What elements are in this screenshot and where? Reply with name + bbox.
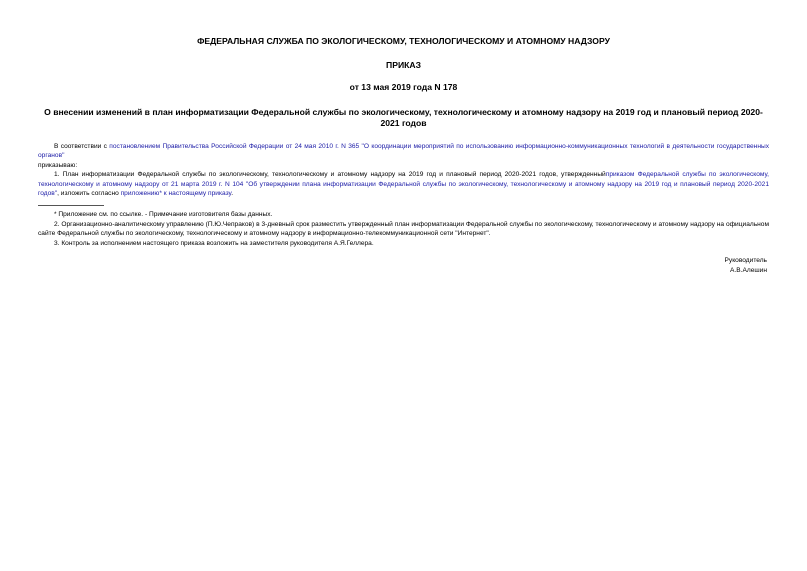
- item-1-end: .: [231, 190, 234, 198]
- item-3-paragraph: 3. Контроль за исполнением настоящего приказа возложить на заместителя руководителя А.Я.Геллера.: [54, 239, 374, 247]
- signature-block: [38, 256, 769, 276]
- order-word: приказываю:: [38, 161, 78, 169]
- order-104-link[interactable]: приказом Федеральной службы по экологическому, технологическому и атомному надзору от 21 марта 2019 г. N 104 "Об утверждении плана информатизации Федеральной службы по экологическому, технологическому и атомному надзору на 2019 год и плановый период 2020-2021 годов": [38, 171, 769, 198]
- preamble-paragraph: [38, 142, 769, 161]
- agency-name: ФЕДЕРАЛЬНАЯ СЛУЖБА ПО ЭКОЛОГИЧЕСКОМУ, ТЕХНОЛОГИЧЕСКОМУ И АТОМНОМУ НАДЗОРУ: [197, 36, 610, 46]
- document-type: ПРИКАЗ: [386, 60, 421, 70]
- document-body: [38, 142, 769, 248]
- appendix-link[interactable]: приложению: [120, 190, 160, 198]
- document-date: от 13 мая 2019 года N 178: [349, 82, 458, 92]
- appendix-tail-link[interactable]: * к настоящему приказу: [159, 190, 232, 198]
- item-1-paragraph: [38, 170, 769, 198]
- signature-name: А.В.Алешин: [730, 267, 767, 275]
- item-1-middle: , изложить согласно: [57, 190, 121, 198]
- item-2-paragraph: 2. Организационно-аналитическому управлению (П.Ю.Чепраков) в 3-дневный срок разместить утвержденный план информатизации Федеральной службы по экологическому, технологическому и атомному надзору на официальном сайте Федеральной службы по экологическому, технологическому и атомному надзору в информационно-телекоммуникационной сети "Интернет".: [38, 220, 769, 238]
- item-1-lead: 1. План информатизации Федеральной службы по экологическому, технологическому и атомному надзору на 2019 год и плановый период 2020-2021 годов, утвержденный: [54, 171, 606, 179]
- preamble-lead: В соответствии с: [54, 143, 110, 150]
- signature-position: Руководитель: [724, 257, 767, 265]
- document-title: О внесении изменений в план информатизации Федеральной службы по экологическому, технологическому и атомному надзору на 2019 год и плановый период 2020-2021 годов: [44, 107, 763, 128]
- footnote-separator: [38, 205, 104, 206]
- footnote-text: * Приложение см. по ссылке. - Примечание изготовителя базы данных.: [54, 211, 273, 219]
- government-decree-link[interactable]: постановлением Правительства Российской Федерации от 24 мая 2010 г. N 365 "О координации мероприятий по использованию информационно-коммуникационных технологий в деятельности государственных органов": [38, 143, 769, 160]
